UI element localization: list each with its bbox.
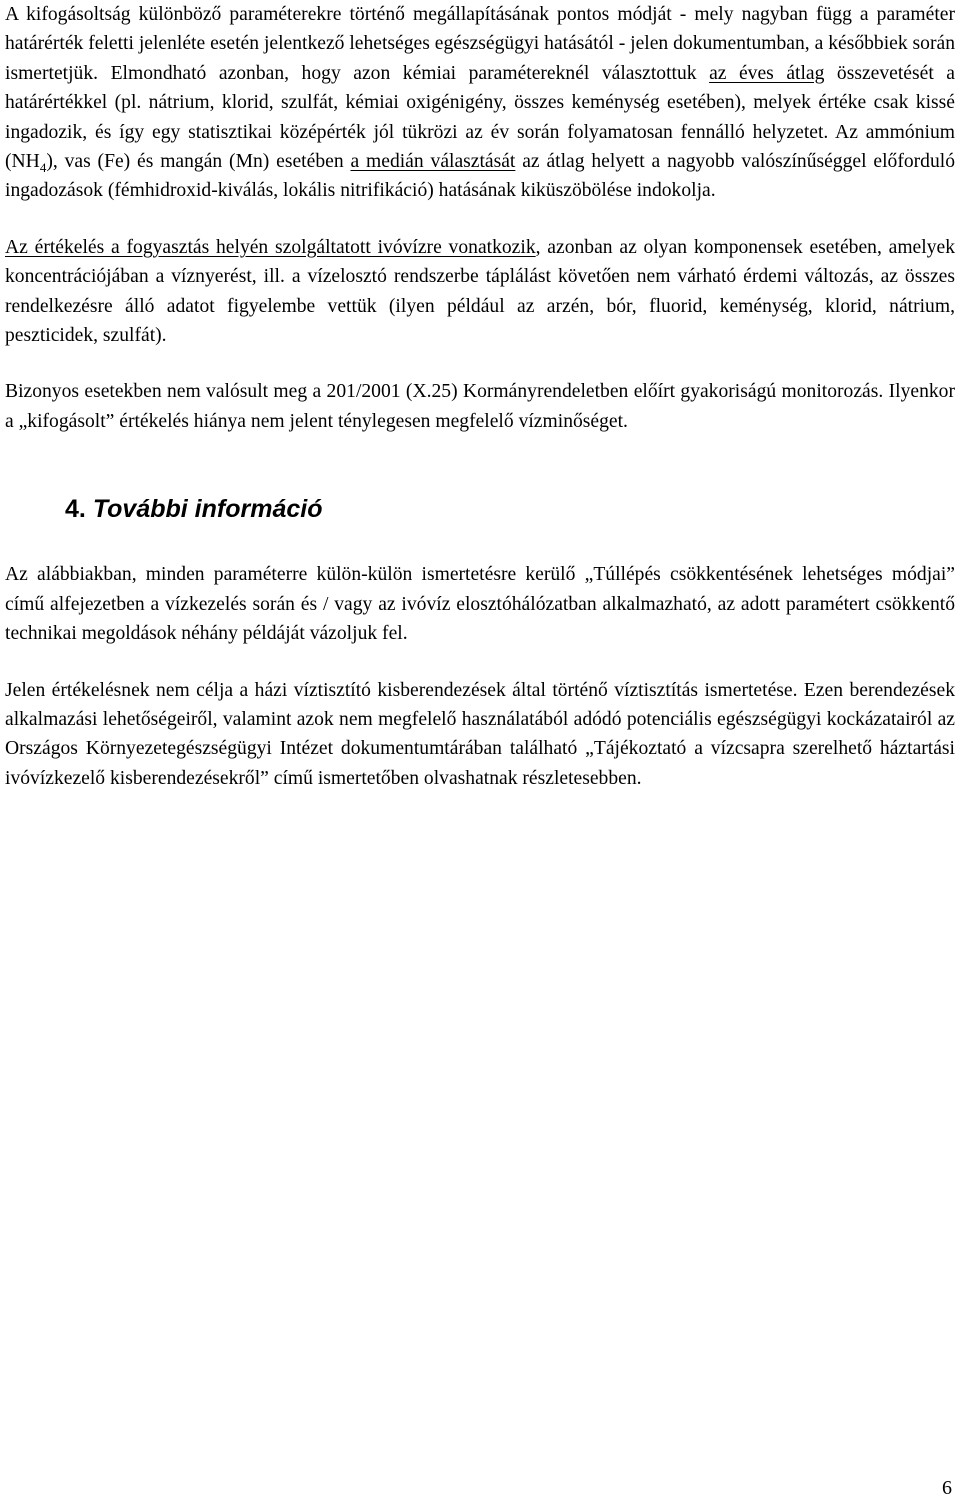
underlined-phrase-consumption-point: Az értékelés a fogyasztás helyén szolgáltatott ivóvízre vonatkozik — [5, 236, 536, 258]
page-number: 6 — [942, 1477, 952, 1499]
paragraph-monitoring: Bizonyos esetekben nem valósult meg a 201/2001 (X.25) Kormányrendeletben előírt gyakoriságú monitorozás. Ilyenkor a „kifogásolt” értékelés hiánya nem jelent ténylegesen megfelelő vízminőséget. — [5, 381, 955, 432]
section-heading — [5, 494, 955, 524]
section-title: További információ — [92, 495, 323, 524]
paragraph-evaluation-scope — [5, 233, 955, 351]
paragraph-text: A kifogásoltság különböző paraméterekre történő megállapításának pontos módját - mely nagyban függ a paraméter határérték feletti jelenléte esetén jelentkező lehetséges egészségügyi hatásától - jelen dokumentumban, a későbbiek során ismertetjük. Elmondható azonban, hogy azon kémiai paramétereknél választottuk — [5, 4, 955, 84]
paragraph-household-devices: Jelen értékelésnek nem célja a házi víztisztító kisberendezések által történő víztisztítás ismertetése. Ezen berendezések alkalmazási lehetőségeiről, valamint azok nem megfelelő használatából adódó potenciális egészségügyi kockázatairól az Országos Környezetegészségügyi Intézet dokumentumtárában található „Tájékoztató a vízcsapra szerelhető háztartási ivóvízkezelő kisberendezésekről” című ismertetőben olvashatnak részletesebben. — [5, 679, 955, 789]
document-page — [5, 0, 955, 793]
underlined-phrase-median: a medián választását — [350, 151, 516, 173]
paragraph-text: ), vas (Fe) és mangán (Mn) esetében — [46, 151, 351, 173]
paragraph-text: összevetését a határértékkel (pl. nátrium, klorid, szulfát, kémiai oxigénigény, összes keménység esetében), melyek értéke csak kissé ingadozik, és így egy statisztikai középérték jól tükrözi az év során folyamatosan fennálló helyzetet. Az ammónium (NH — [5, 62, 955, 173]
paragraph-text: az átlag helyett a nagyobb valószínűséggel előforduló ingadozások (fémhidroxid-kiválás, lokális nitrifikáció) hatásának kiküszöbölése indokolja. — [5, 151, 956, 202]
underlined-phrase-annual-average: az éves átlag — [709, 62, 825, 84]
paragraph-further-info: Az alábbiakban, minden paraméterre külön-külön ismertetésre kerülő „Túllépés csökkentésének lehetséges módjai” című alfejezetben a vízkezelés során és / vagy az ivóvíz elosztóhálózatban alkalmazható, az adott paramétert csökkentő technikai megoldások néhány példáját vázoljuk fel. — [5, 564, 955, 645]
subscript-4: 4 — [39, 159, 47, 175]
section-number: 4. — [65, 495, 86, 524]
paragraph-text: , azonban az olyan komponensek esetében, amelyek koncentrációjában a víznyerést, ill. a vízelosztó rendszerbe táplálást követően nem várható érdemi változás, az összes rendelkezésre álló adatot figyelembe vettük (ilyen például az arzén, bór, fluorid, keménység, klorid, nátrium, peszticidek, szulfát). — [5, 236, 955, 347]
paragraph-assessment-method — [5, 0, 955, 206]
